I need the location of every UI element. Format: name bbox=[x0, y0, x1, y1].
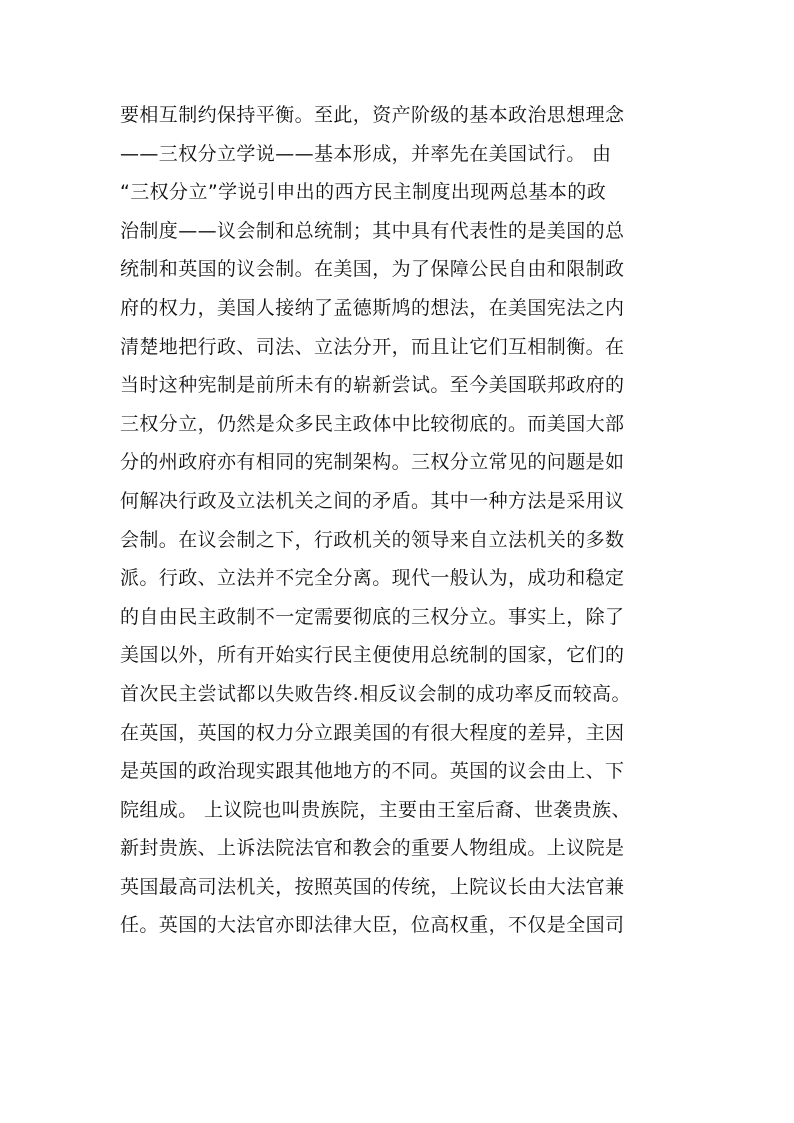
text-line: 的自由民主政制不一定需要彻底的三权分立。事实上，除了 bbox=[120, 605, 625, 628]
text-line: 府的权力，美国人接纳了孟德斯鸠的想法，在美国宪法之内 bbox=[120, 296, 625, 319]
text-line: 院组成。 上议院也叫贵族院，主要由王室后裔、世袭贵族、 bbox=[120, 798, 631, 821]
text-line: 何解决行政及立法机关之间的矛盾。其中一种方法是采用议 bbox=[120, 489, 625, 512]
text-line: 是英国的政治现实跟其他地方的不同。英国的议会由上、下 bbox=[120, 760, 625, 783]
text-line: 任。英国的大法官亦即法律大臣，位高权重，不仅是全国司 bbox=[120, 914, 625, 937]
text-line: 清楚地把行政、司法、立法分开，而且让它们互相制衡。在 bbox=[120, 335, 625, 358]
text-line: 派。行政、立法并不完全分离。现代一般认为，成功和稳定 bbox=[120, 567, 625, 590]
text-line: 美国以外，所有开始实行民主便使用总统制的国家，它们的 bbox=[120, 644, 625, 667]
text-line: 当时这种宪制是前所未有的崭新尝试。至今美国联邦政府的 bbox=[120, 374, 625, 397]
text-line: 新封贵族、上诉法院法官和教会的重要人物组成。上议院是 bbox=[120, 837, 625, 860]
text-line: 英国最高司法机关，按照英国的传统，上院议长由大法官兼 bbox=[120, 875, 625, 898]
text-line: 三权分立，仍然是众多民主政体中比较彻底的。而美国大部 bbox=[120, 412, 625, 435]
text-line: 会制。在议会制之下，行政机关的领导来自立法机关的多数 bbox=[120, 528, 625, 551]
text-line: ——三权分立学说——基本形成，并率先在美国试行。 由 bbox=[120, 142, 612, 165]
text-line: 首次民主尝试都以失败告终.相反议会制的成功率反而较高。 bbox=[120, 682, 631, 705]
text-line: “三权分立”学说引申出的西方民主制度出现两总基本的政 bbox=[120, 181, 607, 204]
text-line: 要相互制约保持平衡。至此，资产阶级的基本政治思想理念 bbox=[120, 104, 625, 126]
text-line: 在英国，英国的权力分立跟美国的有很大程度的差异，主因 bbox=[120, 721, 625, 744]
text-line: 治制度——议会制和总统制；其中具有代表性的是美国的总 bbox=[120, 219, 625, 242]
text-line: 分的州政府亦有相同的宪制架构。三权分立常见的问题是如 bbox=[120, 451, 625, 474]
body-text bbox=[120, 96, 680, 945]
text-line: 统制和英国的议会制。在美国，为了保障公民自由和限制政 bbox=[120, 258, 625, 281]
